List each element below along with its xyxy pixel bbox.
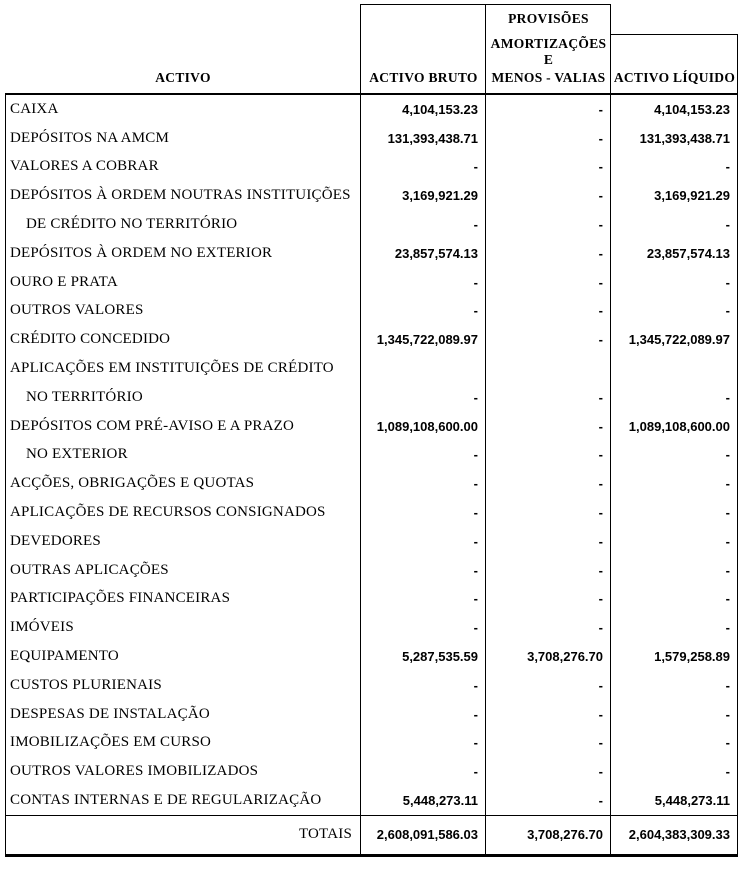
table-row bbox=[5, 153, 738, 182]
cell-provisoes bbox=[486, 354, 611, 383]
cell-activo-bruto: 5,448,273.11 bbox=[361, 786, 486, 815]
cell-activo-bruto: - bbox=[361, 700, 486, 729]
table-row bbox=[5, 613, 738, 642]
table-row bbox=[5, 354, 738, 383]
cell-activo-liquido: - bbox=[611, 585, 738, 614]
cell-activo-liquido: - bbox=[611, 671, 738, 700]
row-label: APLICAÇÕES DE RECURSOS CONSIGNADOS bbox=[5, 498, 361, 527]
table-row bbox=[5, 729, 738, 758]
table-row bbox=[5, 498, 738, 527]
cell-activo-bruto: - bbox=[361, 153, 486, 182]
cell-activo-bruto: 1,089,108,600.00 bbox=[361, 412, 486, 441]
liquido-top-border bbox=[610, 34, 738, 35]
column-header-provisoes-l2: AMORTIZAÇÕES E bbox=[490, 36, 607, 67]
cell-activo-liquido: - bbox=[611, 210, 738, 239]
cell-activo-bruto: - bbox=[361, 441, 486, 470]
table-row bbox=[5, 556, 738, 585]
cell-provisoes: - bbox=[486, 729, 611, 758]
table-body bbox=[5, 95, 738, 815]
cell-activo-bruto: - bbox=[361, 671, 486, 700]
cell-activo-liquido: - bbox=[611, 153, 738, 182]
row-label: OUTROS VALORES bbox=[5, 297, 361, 326]
row-label: DE CRÉDITO NO TERRITÓRIO bbox=[5, 210, 361, 239]
cell-provisoes: - bbox=[486, 383, 611, 412]
row-label: OUTROS VALORES IMOBILIZADOS bbox=[5, 757, 361, 786]
cell-activo-liquido: - bbox=[611, 498, 738, 527]
row-label: VALORES A COBRAR bbox=[5, 153, 361, 182]
cell-activo-bruto: 131,393,438.71 bbox=[361, 124, 486, 153]
cell-provisoes: - bbox=[486, 469, 611, 498]
cell-activo-liquido: - bbox=[611, 469, 738, 498]
cell-activo-liquido: - bbox=[611, 757, 738, 786]
totals-activo-liquido: 2,604,383,309.33 bbox=[611, 816, 738, 854]
cell-activo-bruto: - bbox=[361, 585, 486, 614]
row-label: DEVEDORES bbox=[5, 527, 361, 556]
table-header bbox=[5, 4, 738, 95]
table-row bbox=[5, 239, 738, 268]
cell-provisoes: - bbox=[486, 95, 611, 124]
assets-table bbox=[5, 4, 738, 857]
table-row bbox=[5, 325, 738, 354]
row-label: IMOBILIZAÇÕES EM CURSO bbox=[5, 729, 361, 758]
row-label: IMÓVEIS bbox=[5, 613, 361, 642]
row-label: PARTICIPAÇÕES FINANCEIRAS bbox=[5, 585, 361, 614]
cell-provisoes: - bbox=[486, 441, 611, 470]
cell-activo-bruto: - bbox=[361, 383, 486, 412]
cell-activo-liquido: - bbox=[611, 383, 738, 412]
cell-activo-liquido: - bbox=[611, 556, 738, 585]
cell-provisoes: - bbox=[486, 268, 611, 297]
cell-activo-liquido: 4,104,153.23 bbox=[611, 95, 738, 124]
cell-provisoes: 3,708,276.70 bbox=[486, 642, 611, 671]
table-row bbox=[5, 441, 738, 470]
cell-activo-liquido: 131,393,438.71 bbox=[611, 124, 738, 153]
totals-activo-bruto: 2,608,091,586.03 bbox=[361, 816, 486, 854]
table-row bbox=[5, 671, 738, 700]
column-header-activo-liquido: ACTIVO LÍQUIDO bbox=[613, 70, 736, 85]
cell-activo-bruto: - bbox=[361, 757, 486, 786]
cell-activo-liquido bbox=[611, 354, 738, 383]
cell-provisoes: - bbox=[486, 325, 611, 354]
row-label: OUTRAS APLICAÇÕES bbox=[5, 556, 361, 585]
cell-provisoes: - bbox=[486, 498, 611, 527]
cell-activo-liquido: - bbox=[611, 297, 738, 326]
cell-activo-liquido: - bbox=[611, 268, 738, 297]
cell-activo-liquido: 3,169,921.29 bbox=[611, 181, 738, 210]
cell-provisoes: - bbox=[486, 181, 611, 210]
row-label: DEPÓSITOS COM PRÉ-AVISO E A PRAZO bbox=[5, 412, 361, 441]
row-label: OURO E PRATA bbox=[5, 268, 361, 297]
totals-row bbox=[5, 815, 738, 857]
row-label: CONTAS INTERNAS E DE REGULARIZAÇÃO bbox=[5, 786, 361, 815]
table-row bbox=[5, 383, 738, 412]
table-row bbox=[5, 412, 738, 441]
cell-activo-bruto: 4,104,153.23 bbox=[361, 95, 486, 124]
cell-provisoes: - bbox=[486, 153, 611, 182]
cell-activo-liquido: - bbox=[611, 441, 738, 470]
row-label: CUSTOS PLURIENAIS bbox=[5, 671, 361, 700]
row-label: APLICAÇÕES EM INSTITUIÇÕES DE CRÉDITO bbox=[5, 354, 361, 383]
table-row bbox=[5, 297, 738, 326]
row-label: NO TERRITÓRIO bbox=[5, 383, 361, 412]
table-row bbox=[5, 95, 738, 124]
row-label: DEPÓSITOS À ORDEM NO EXTERIOR bbox=[5, 239, 361, 268]
cell-activo-bruto: 1,345,722,089.97 bbox=[361, 325, 486, 354]
cell-activo-bruto: - bbox=[361, 210, 486, 239]
header-top-border bbox=[360, 4, 611, 5]
row-label: DEPÓSITOS À ORDEM NOUTRAS INSTITUIÇÕES bbox=[5, 181, 361, 210]
column-header-provisoes-l3: MENOS - VALIAS bbox=[491, 70, 606, 85]
table-row bbox=[5, 585, 738, 614]
cell-activo-liquido: 1,089,108,600.00 bbox=[611, 412, 738, 441]
cell-activo-bruto: - bbox=[361, 729, 486, 758]
row-label: CAIXA bbox=[5, 95, 361, 124]
cell-provisoes: - bbox=[486, 757, 611, 786]
cell-activo-liquido: - bbox=[611, 527, 738, 556]
cell-activo-liquido: 1,345,722,089.97 bbox=[611, 325, 738, 354]
table-row bbox=[5, 700, 738, 729]
cell-provisoes: - bbox=[486, 585, 611, 614]
cell-provisoes: - bbox=[486, 671, 611, 700]
cell-activo-bruto: - bbox=[361, 469, 486, 498]
column-header-provisoes-l1: PROVISÕES bbox=[508, 11, 589, 26]
cell-activo-bruto bbox=[361, 354, 486, 383]
cell-provisoes: - bbox=[486, 239, 611, 268]
table-row bbox=[5, 469, 738, 498]
cell-activo-bruto: 5,287,535.59 bbox=[361, 642, 486, 671]
table-row bbox=[5, 124, 738, 153]
column-header-activo: ACTIVO bbox=[155, 70, 211, 85]
table-row bbox=[5, 786, 738, 815]
cell-activo-bruto: - bbox=[361, 297, 486, 326]
table-row bbox=[5, 268, 738, 297]
cell-activo-bruto: - bbox=[361, 498, 486, 527]
table-row bbox=[5, 210, 738, 239]
table-row bbox=[5, 642, 738, 671]
cell-provisoes: - bbox=[486, 412, 611, 441]
cell-activo-liquido: 1,579,258.89 bbox=[611, 642, 738, 671]
cell-provisoes: - bbox=[486, 297, 611, 326]
table-row bbox=[5, 181, 738, 210]
cell-provisoes: - bbox=[486, 556, 611, 585]
totals-provisoes: 3,708,276.70 bbox=[486, 816, 611, 854]
row-label: CRÉDITO CONCEDIDO bbox=[5, 325, 361, 354]
cell-activo-liquido: - bbox=[611, 700, 738, 729]
row-label: DEPÓSITOS NA AMCM bbox=[5, 124, 361, 153]
cell-activo-liquido: 5,448,273.11 bbox=[611, 786, 738, 815]
totals-label: TOTAIS bbox=[5, 816, 361, 854]
cell-activo-bruto: - bbox=[361, 268, 486, 297]
cell-provisoes: - bbox=[486, 124, 611, 153]
row-label: DESPESAS DE INSTALAÇÃO bbox=[5, 700, 361, 729]
cell-activo-bruto: - bbox=[361, 613, 486, 642]
cell-activo-bruto: 23,857,574.13 bbox=[361, 239, 486, 268]
cell-provisoes: - bbox=[486, 613, 611, 642]
row-label: NO EXTERIOR bbox=[5, 441, 361, 470]
cell-activo-bruto: 3,169,921.29 bbox=[361, 181, 486, 210]
table-row bbox=[5, 757, 738, 786]
row-label: EQUIPAMENTO bbox=[5, 642, 361, 671]
cell-provisoes: - bbox=[486, 700, 611, 729]
cell-activo-liquido: 23,857,574.13 bbox=[611, 239, 738, 268]
column-header-activo-bruto: ACTIVO BRUTO bbox=[369, 70, 478, 85]
cell-provisoes: - bbox=[486, 786, 611, 815]
cell-activo-liquido: - bbox=[611, 729, 738, 758]
table-row bbox=[5, 527, 738, 556]
cell-provisoes: - bbox=[486, 210, 611, 239]
cell-activo-bruto: - bbox=[361, 556, 486, 585]
row-label: ACÇÕES, OBRIGAÇÕES E QUOTAS bbox=[5, 469, 361, 498]
cell-activo-liquido: - bbox=[611, 613, 738, 642]
cell-activo-bruto: - bbox=[361, 527, 486, 556]
cell-provisoes: - bbox=[486, 527, 611, 556]
